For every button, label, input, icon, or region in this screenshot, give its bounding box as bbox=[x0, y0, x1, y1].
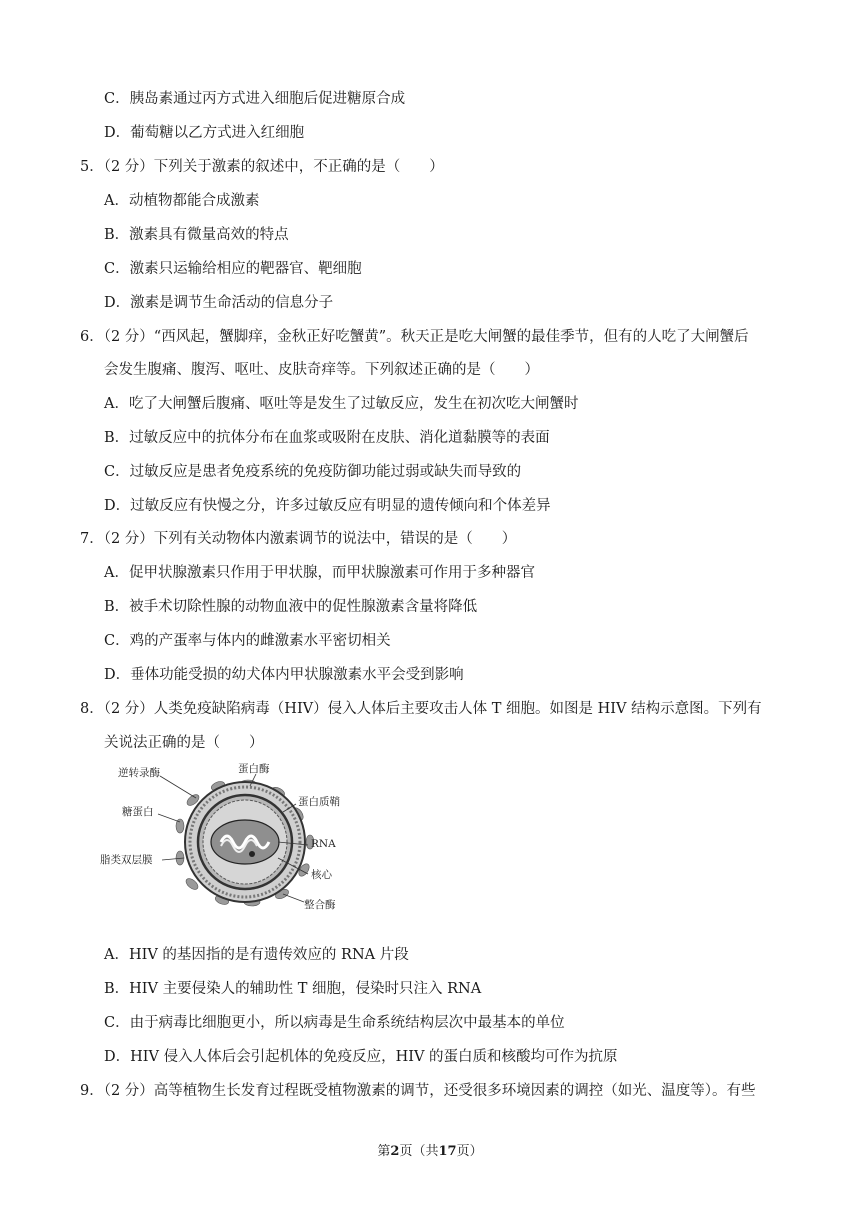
q7-option-a: A．促甲状腺激素只作用于甲状腺，而甲状腺激素可作用于多种器官 bbox=[104, 565, 535, 581]
label-core: 核心 bbox=[311, 869, 332, 881]
q6-option-b: B．过敏反应中的抗体分布在血浆或吸附在皮肤、消化道黏膜等的表面 bbox=[104, 430, 550, 446]
q4-option-d: D．葡萄糖以乙方式进入红细胞 bbox=[104, 125, 305, 141]
footer-middle: 页（共 bbox=[399, 1144, 439, 1159]
q8-stem-line1: 8．（2 分）人类免疫缺陷病毒（HIV）侵入人体后主要攻击人体 T 细胞。如图是 HIV 结构示意图。下列有 bbox=[80, 701, 762, 717]
q5-option-d: D．激素是调节生命活动的信息分子 bbox=[104, 295, 334, 311]
q7-option-c: C．鸡的产蛋率与体内的雌激素水平密切相关 bbox=[104, 633, 391, 649]
q7-stem: 7．（2 分）下列有关动物体内激素调节的说法中，错误的是（ ） bbox=[80, 531, 517, 547]
q6-option-c: C．过敏反应是患者免疫系统的免疫防御功能过弱或缺失而导致的 bbox=[104, 464, 522, 480]
q8-option-a: A．HIV 的基因指的是有遗传效应的 RNA 片段 bbox=[104, 947, 409, 963]
label-reverse-transcriptase: 逆转录酶 bbox=[118, 767, 160, 779]
label-protein-enzyme: 蛋白酶 bbox=[238, 763, 270, 775]
label-lipid-bilayer: 脂类双层膜 bbox=[100, 854, 153, 866]
q5-option-b: B．激素具有微量高效的特点 bbox=[104, 227, 289, 243]
label-integrase: 整合酶 bbox=[304, 899, 336, 911]
page-footer bbox=[0, 1140, 860, 1159]
q5-stem: 5．（2 分）下列关于激素的叙述中，不正确的是（ ） bbox=[80, 159, 444, 175]
q6-stem-line2: 会发生腹痛、腹泻、呕吐、皮肤奇痒等。下列叙述正确的是（ ） bbox=[104, 362, 539, 378]
q8-stem-line2: 关说法正确的是（ ） bbox=[104, 735, 264, 751]
q9-stem-line1: 9．（2 分）高等植物生长发育过程既受植物激素的调节，还受很多环境因素的调控（如光、温度等）。有些 bbox=[80, 1083, 756, 1099]
q8-option-d: D．HIV 侵入人体后会引起机体的免疫反应，HIV 的蛋白质和核酸均可作为抗原 bbox=[104, 1049, 618, 1065]
label-capsid: 蛋白质鞘 bbox=[298, 796, 340, 808]
label-rna: RNA bbox=[311, 838, 336, 850]
footer-page-number: 2 bbox=[390, 1144, 400, 1159]
q4-option-c: C．胰岛素通过丙方式进入细胞后促进糖原合成 bbox=[104, 91, 406, 107]
footer-suffix: 页） bbox=[456, 1144, 483, 1159]
q6-option-d: D．过敏反应有快慢之分，许多过敏反应有明显的遗传倾向和个体差异 bbox=[104, 498, 551, 514]
integrase-dot bbox=[249, 851, 255, 857]
q7-option-d: D．垂体功能受损的幼犬体内甲状腺激素水平会受到影响 bbox=[104, 667, 464, 683]
q8-option-c: C．由于病毒比细胞更小，所以病毒是生命系统结构层次中最基本的单位 bbox=[104, 1015, 565, 1031]
q7-option-b: B．被手术切除性腺的动物血液中的促性腺激素含量将降低 bbox=[104, 599, 478, 615]
q5-option-a: A．动植物都能合成激素 bbox=[104, 193, 260, 209]
q5-option-c: C．激素只运输给相应的靶器官、靶细胞 bbox=[104, 261, 362, 277]
q6-stem-line1: 6．（2 分）“西风起，蟹脚痒，金秋正好吃蟹黄”。秋天正是吃大闸蟹的最佳季节，但有的人吃了大闸蟹后 bbox=[80, 329, 749, 345]
hiv-structure-diagram bbox=[100, 762, 348, 922]
footer-total-pages: 17 bbox=[438, 1144, 457, 1159]
q6-option-a: A．吃了大闸蟹后腹痛、呕吐等是发生了过敏反应，发生在初次吃大闸蟹时 bbox=[104, 396, 579, 412]
footer-prefix: 第 bbox=[377, 1144, 391, 1159]
label-glycoprotein: 糖蛋白 bbox=[122, 806, 154, 818]
q8-option-b: B．HIV 主要侵染人的辅助性 T 细胞，侵染时只注入 RNA bbox=[104, 981, 482, 997]
